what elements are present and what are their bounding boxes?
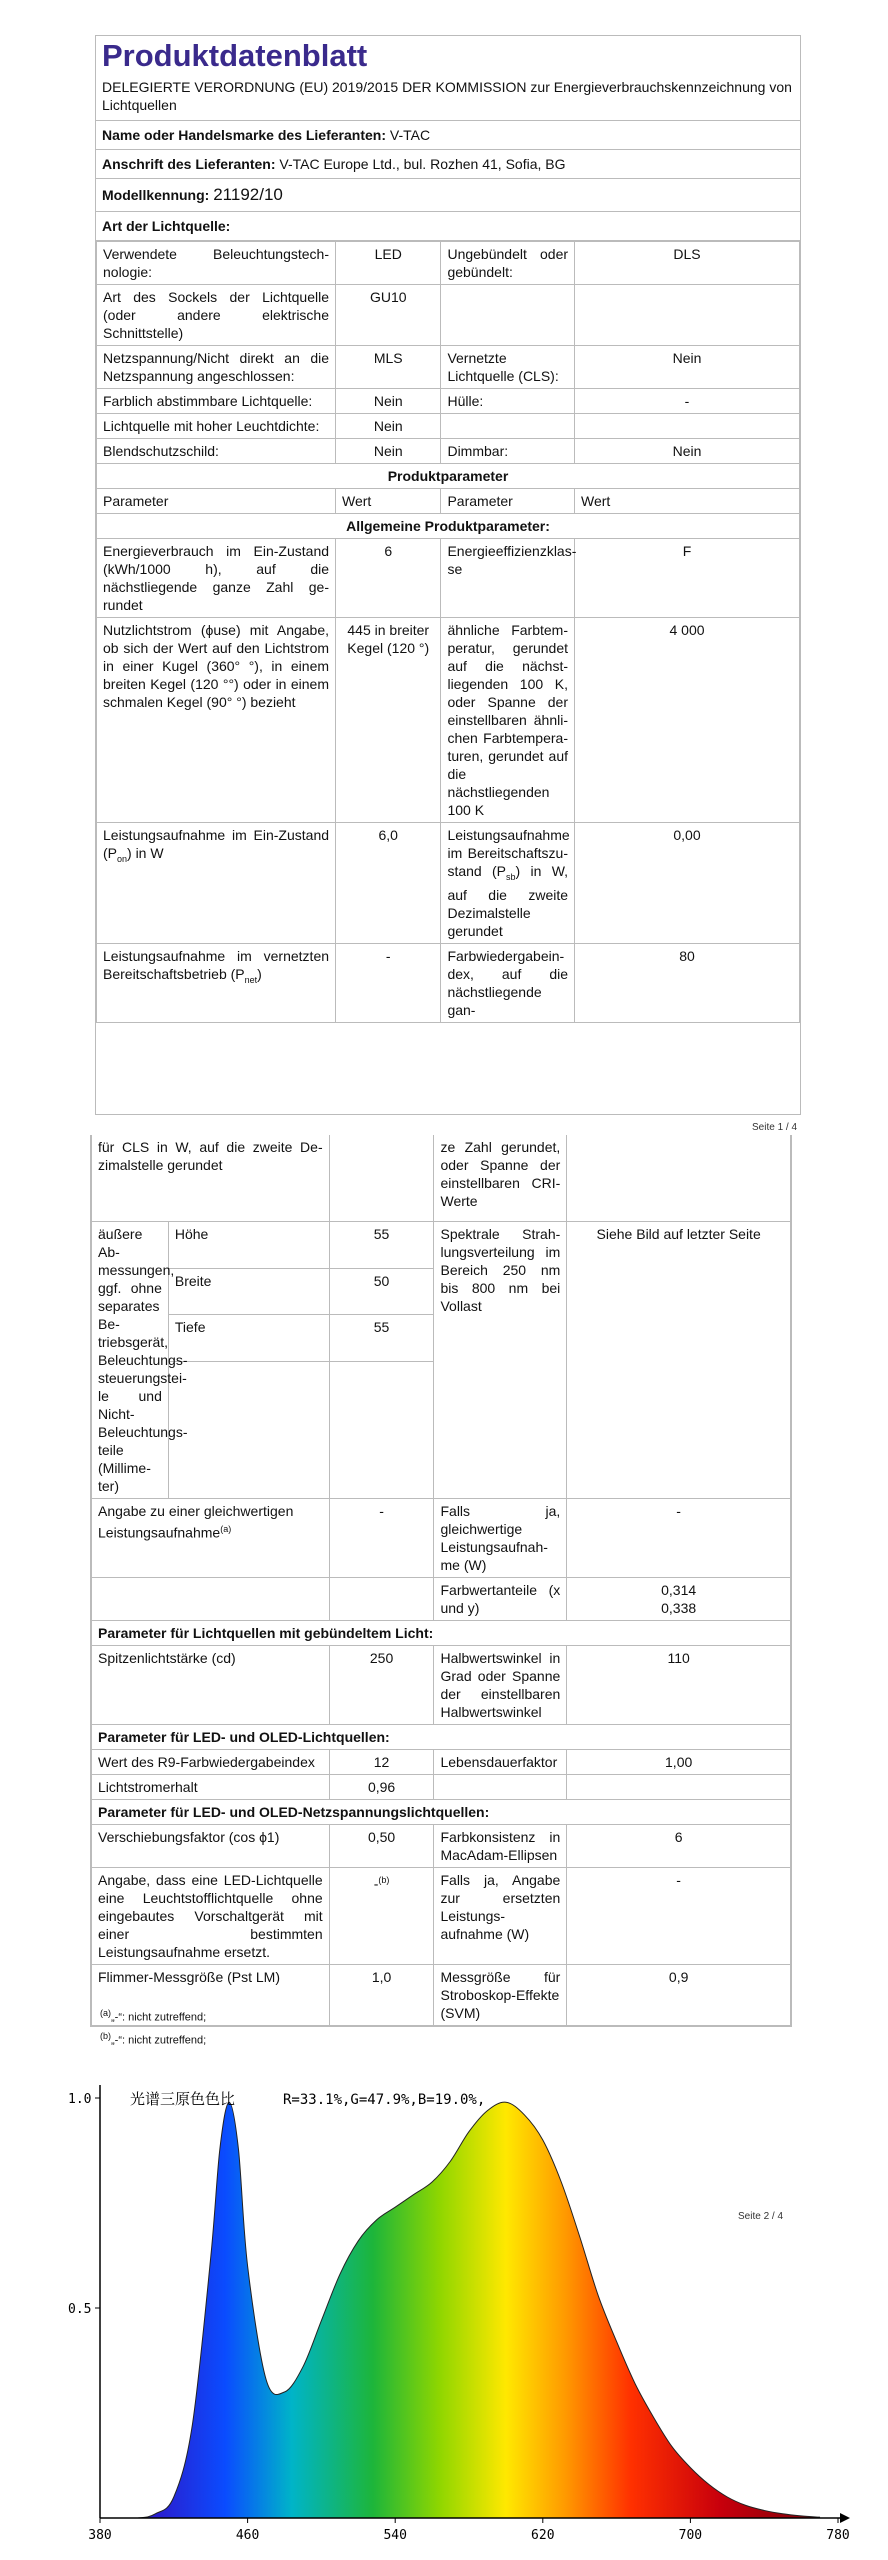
table-row: Netzspannung/Nicht direkt an die Netzspannung angeschlossen: MLS Vernetzte Lichtquelle (CLS): Nein	[97, 346, 800, 389]
product-parameters-heading: Produktparameter	[97, 464, 800, 489]
footnotes	[100, 2004, 206, 2049]
table-row: Art des Sockels der Lichtquelle (oder andere elektrische Schnittstelle) GU10	[97, 285, 800, 346]
y-tick-label: 1.0	[68, 2092, 92, 2107]
model-value: 21192/10	[213, 185, 283, 204]
datasheet-page-2	[90, 1135, 792, 2027]
table-row: Blendschutzschild: Nein Dimmbar: Nein	[97, 439, 800, 464]
x-tick-label: 700	[678, 2528, 703, 2543]
x-axis-arrow	[840, 2513, 850, 2523]
mains-heading: Parameter für LED- und OLED-Netzspannungslichtquellen:	[92, 1800, 791, 1825]
page-number: Seite 1 / 4	[752, 1122, 798, 1133]
table-row: Leistungsaufnahme im Ein-Zustand $(P_{on})$ in W 6,0 Leistungsaufnahme im Bereitschaftszustand $(P_{sb})$ in W, auf die zweite Dezimalstelle gerundet 0,00	[97, 823, 800, 944]
spectrum-area	[100, 2102, 820, 2518]
regulation-text: DELEGIERTE VERORDNUNG (EU) 2019/2015 DER KOMMISSION zur Energieverbrauchskennzeichnung von Lichtquellen	[96, 74, 800, 121]
page-number: Seite 2 / 4	[738, 2211, 784, 2222]
datasheet-page-1	[95, 35, 801, 1115]
table-row: Flimmer-Messgröße (Pst LM) 1,0 Messgröße für Stroboskop-Effekte (SVM) 0,9	[92, 1965, 791, 2026]
address-row: Anschrift des Lieferanten: V-TAC Europe Ltd., bul. Rozhen 41, Sofia, BG	[96, 150, 800, 179]
table-row: Wert des R9-Farbwiedergabeindex 12 Lebensdauerfaktor 1,00	[92, 1750, 791, 1775]
x-tick-label: 780	[826, 2528, 850, 2543]
table-row	[97, 514, 800, 539]
table-row: Angabe zu einer gleichwertigen Leistungsaufnahme$^{(a)}$ - Falls ja, gleichwertige Leistungsaufnahme (W) -	[92, 1499, 791, 1578]
table-row	[92, 1725, 791, 1750]
table-row: Verwendete Beleuchtungstechnologie: LED Ungebündelt oder gebündelt: DLS	[97, 242, 800, 285]
general-parameters-heading: Allgemeine Produktparameter:	[97, 514, 800, 539]
table-row: für CLS in W, auf die zweite Dezimalstelle gerundet ze Zahl gerundet, oder Spanne der einstellbaren CRI-Werte	[92, 1135, 791, 1222]
y-tick-label: 0.5	[68, 2302, 92, 2317]
table-row: Farbwertanteile (x und y) 0,314 0,338	[92, 1578, 791, 1621]
spectral-chart	[60, 2070, 860, 2543]
table-row: Tiefe 55	[92, 1315, 791, 1362]
x-tick-label: 460	[235, 2528, 260, 2543]
table-row: Lichtstromerhalt 0,96	[92, 1775, 791, 1800]
directional-heading: Parameter für Lichtquellen mit gebündeltem Licht:	[92, 1621, 791, 1646]
light-source-type-heading: Art der Lichtquelle:	[96, 212, 800, 241]
table-row: Breite 50	[92, 1268, 791, 1315]
brand-row: Name oder Handelsmarke des Lieferanten: V-TAC	[96, 121, 800, 150]
dimensions-label: äußere Abmessungen, ggf. ohne separates Betriebsgerät, Beleuchtungssteuerungsteile und Nicht-Beleuchtungsteile (Millimeter)	[92, 1222, 169, 1499]
footnote-a: $^{(a)}$„-“: nicht zutreffend;	[100, 2008, 207, 2024]
x-tick-label: 540	[383, 2528, 407, 2543]
model-row: Modellkennung: 21192/10	[96, 179, 800, 212]
led-heading: Parameter für LED- und OLED-Lichtquellen:	[92, 1725, 791, 1750]
table-row: Verschiebungsfaktor (cos ϕ1) 0,50 Farbkonsistenz in MacAdam-Ellipsen 6	[92, 1825, 791, 1868]
footnote-b: $^{(b)}$„-“: nicht zutreffend;	[100, 2030, 207, 2047]
address-value: V-TAC Europe Ltd., bul. Rozhen 41, Sofia, BG	[279, 156, 566, 172]
chart-ratio: R=33.1%,G=47.9%,B=19.0%,	[283, 2092, 486, 2108]
table-row: Spitzenlichtstärke (cd) 250 Halbwertswinkel in Grad oder Spanne der einstellbaren Halbwertswinkel 110	[92, 1646, 791, 1725]
chart-title: 光谱三原色色比	[130, 2090, 236, 2108]
x-tick-label: 380	[88, 2528, 112, 2543]
table-row: Leistungsaufnahme im vernetzten Bereitschaftsbetrieb $(P_{net})$ - Farbwiedergabeindex, auf die nächstliegende gan- 80	[97, 943, 800, 1022]
table-row: Lichtquelle mit hoher Leuchtdichte: Nein	[97, 414, 800, 439]
x-tick-label: 620	[531, 2528, 555, 2543]
type-table	[96, 241, 800, 1023]
table-row: Energieverbrauch im Ein-Zustand (kWh/1000 h), auf die nächstliegende ganze Zahl gerundet 6 Energieeffizienzklasse F	[97, 539, 800, 618]
brand-value: V-TAC	[389, 127, 431, 143]
table-row: Angabe, dass eine LED-Lichtquelle eine Leuchtstofflichtquelle ohne eingebautes Vorschaltgerät mit einer bestimmten Leistungsaufnahme ersetzt. -$^{(b)}$ Falls ja, Angabe zur ersetzten Leistungsaufnahme (W) -	[92, 1868, 791, 1965]
table-header-row: Parameter Wert Parameter Wert	[97, 489, 800, 514]
params-table-continued	[91, 1135, 791, 2026]
table-row	[97, 464, 800, 489]
page-title: Produktdatenblatt	[102, 38, 368, 73]
table-row	[92, 1800, 791, 1825]
table-row: Nutzlichtstrom (ϕuse) mit Angabe, ob sich der Wert auf den Lichtstrom in einer Kugel (360° °), in einem breiten Kegel (120 °°) oder in einem schmalen Kegel (90° °) bezieht 445 in breiter Kegel (120 °) ähnliche Farbtemperatur, gerundet auf die nächstliegenden 100 K, oder Spanne der einstellbaren ähnlichen Farbtemperaturen, gerundet auf die nächstliegenden 100 K 4 000	[97, 618, 800, 823]
table-row: Farblich abstimmbare Lichtquelle: Nein Hülle: -	[97, 389, 800, 414]
table-row	[92, 1621, 791, 1646]
table-row: äußere Abmessungen, ggf. ohne separates Betriebsgerät, Beleuchtungssteuerungsteile und Nicht-Beleuchtungsteile (Millimeter) Höhe 55 Spektrale Strahlungsverteilung im Bereich 250 nm bis 800 nm bei Vollast Siehe Bild auf letzter Seite	[92, 1222, 791, 1269]
